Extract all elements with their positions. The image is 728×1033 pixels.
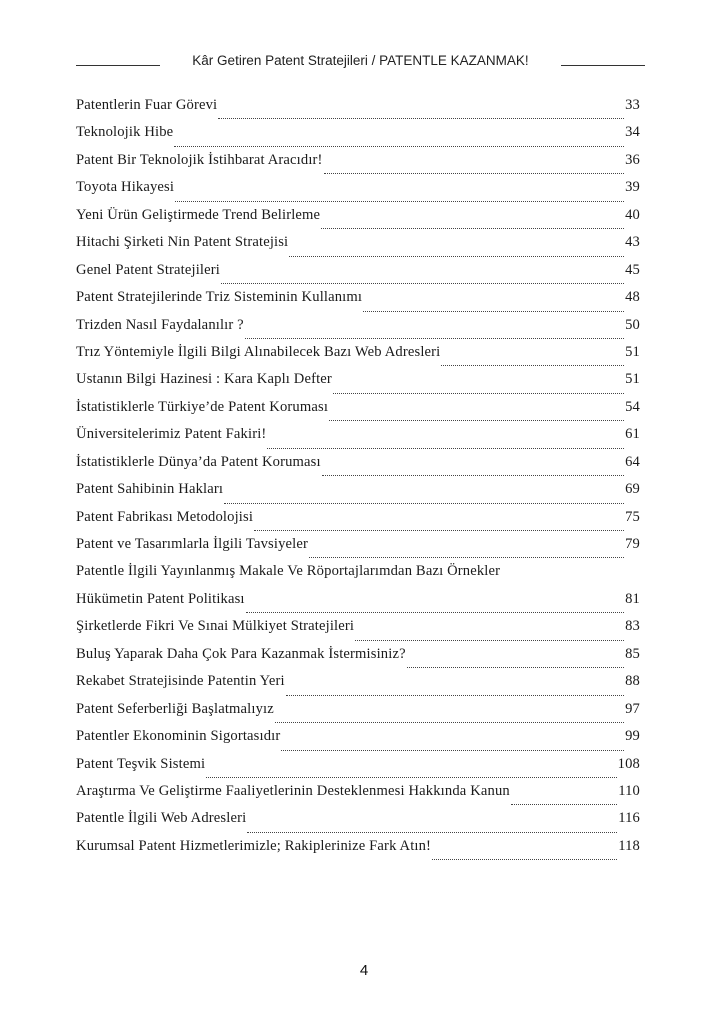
- toc-entry-title: İstatistiklerle Dünya’da Patent Koruması: [76, 453, 321, 470]
- toc-dot-leader: [221, 283, 624, 284]
- toc-entry-title: Trız Yöntemiyle İlgili Bilgi Alınabilecek Bazı Web Adresleri: [76, 343, 441, 360]
- page-number: 4: [359, 962, 369, 979]
- toc-dot-leader: [321, 228, 624, 229]
- toc-entry[interactable]: [76, 481, 640, 508]
- toc-dot-leader: [324, 173, 625, 174]
- toc-entry[interactable]: [76, 756, 640, 783]
- toc-entry[interactable]: [76, 399, 640, 426]
- toc-entry-page: 54: [625, 398, 640, 415]
- toc-entry-title: Rekabet Stratejisinde Patentin Yeri: [76, 673, 285, 690]
- toc-entry-page: 64: [625, 453, 640, 470]
- toc-entry-page: 33: [625, 97, 640, 113]
- toc-dot-leader: [254, 530, 624, 531]
- toc-dot-leader: [329, 420, 624, 421]
- toc-entry[interactable]: [76, 179, 640, 206]
- toc-entry-title: Hükümetin Patent Politikası: [76, 590, 245, 607]
- toc-entry-title: Hitachi Şirketi Nin Patent Stratejisi: [76, 234, 289, 251]
- toc-entry[interactable]: [76, 289, 640, 316]
- toc-entry[interactable]: [76, 591, 640, 618]
- toc-entry[interactable]: [76, 454, 640, 481]
- toc-entry-page: 88: [625, 673, 640, 690]
- toc-entry[interactable]: [76, 234, 640, 261]
- header-title-prefix: Kâr Getiren Patent Stratejileri /: [192, 52, 376, 68]
- toc-entry-page: 69: [625, 481, 640, 498]
- toc-dot-leader: [246, 612, 624, 613]
- toc-dot-leader: [267, 448, 624, 449]
- table-of-contents: [76, 97, 640, 865]
- toc-entry[interactable]: [76, 536, 640, 563]
- header-title-main: PATENTLE KAZANMAK!: [379, 52, 529, 68]
- toc-entry-page: 118: [618, 837, 640, 854]
- toc-dot-leader: [355, 640, 624, 641]
- toc-entry[interactable]: [76, 701, 640, 728]
- toc-dot-leader: [286, 695, 624, 696]
- toc-entry-title: Patent ve Tasarımlarla İlgili Tavsiyeler: [76, 536, 308, 552]
- toc-entry-title: Patentle İlgili Yayınlanmış Makale Ve Röportajlarımdan Bazı Örnekler: [76, 563, 501, 580]
- toc-entry[interactable]: [76, 728, 640, 755]
- toc-dot-leader: [281, 750, 624, 751]
- toc-dot-leader: [363, 311, 624, 312]
- toc-entry-page: 40: [625, 206, 640, 223]
- toc-entry-title: Ustanın Bilgi Hazinesi : Kara Kaplı Defter: [76, 371, 332, 388]
- toc-dot-leader: [309, 557, 624, 558]
- toc-entry-page: 50: [625, 316, 640, 333]
- toc-dot-leader: [333, 393, 624, 394]
- toc-dot-leader: [289, 256, 624, 257]
- toc-entry-page: 43: [625, 234, 640, 251]
- toc-entry-title: Patent Seferberliği Başlatmalıyız: [76, 700, 274, 717]
- toc-dot-leader: [218, 118, 624, 119]
- toc-entry[interactable]: [76, 646, 640, 673]
- toc-entry[interactable]: [76, 262, 640, 289]
- toc-dot-leader: [247, 832, 617, 833]
- toc-entry-page: 85: [625, 645, 640, 662]
- toc-dot-leader: [432, 859, 617, 860]
- toc-dot-leader: [441, 365, 624, 366]
- toc-dot-leader: [511, 804, 617, 805]
- toc-entry[interactable]: [76, 426, 640, 453]
- header-rule-right: [561, 65, 645, 66]
- toc-entry-page: 116: [618, 810, 640, 827]
- toc-entry[interactable]: [76, 371, 640, 398]
- toc-entry-page: 39: [625, 179, 640, 196]
- toc-entry[interactable]: [76, 152, 640, 179]
- toc-entry-page: 75: [625, 508, 640, 525]
- toc-entry-page: 110: [618, 782, 640, 799]
- toc-entry-page: 61: [625, 426, 640, 443]
- toc-entry-title: Patent Teşvik Sistemi: [76, 755, 206, 772]
- toc-entry-title: Araştırma Ve Geliştirme Faaliyetlerinin Desteklenmesi Hakkında Kanun: [76, 782, 510, 799]
- toc-dot-leader: [275, 722, 624, 723]
- toc-entry[interactable]: [76, 618, 640, 645]
- toc-entry[interactable]: [76, 124, 640, 151]
- toc-dot-leader: [322, 475, 624, 476]
- toc-entry-page: 79: [625, 536, 640, 552]
- toc-entry-title: İstatistiklerle Türkiye’de Patent Koruması: [76, 398, 329, 415]
- toc-dot-leader: [175, 201, 624, 202]
- toc-entry-title: Patent Fabrikası Metodolojisi: [76, 508, 254, 525]
- toc-dot-leader: [174, 146, 624, 147]
- toc-entry[interactable]: [76, 838, 640, 865]
- toc-entry[interactable]: [76, 207, 640, 234]
- toc-entry-title: Toyota Hikayesi: [76, 179, 175, 196]
- toc-entry[interactable]: [76, 783, 640, 810]
- toc-entry-title: Trizden Nasıl Faydalanılır ?: [76, 316, 244, 333]
- toc-entry-title: Üniversitelerimiz Patent Fakiri!: [76, 426, 267, 443]
- toc-entry[interactable]: [76, 317, 640, 344]
- toc-dot-leader: [206, 777, 617, 778]
- toc-entry-title: Patent Stratejilerinde Triz Sisteminin Kullanımı: [76, 289, 363, 306]
- toc-entry-title: Teknolojik Hibe: [76, 124, 174, 141]
- toc-entry-title: Patent Sahibinin Hakları: [76, 481, 224, 498]
- header-rule-left: [76, 65, 160, 66]
- toc-entry-page: 97: [625, 700, 640, 717]
- toc-entry-page: 34: [625, 124, 640, 141]
- toc-entry[interactable]: [76, 810, 640, 837]
- toc-entry-title: Patent Bir Teknolojik İstihbarat Aracıdır!: [76, 151, 323, 168]
- toc-entry-title: Patentler Ekonominin Sigortasıdır: [76, 728, 281, 745]
- toc-entry-page: 36: [625, 151, 640, 168]
- toc-entry-page: 48: [625, 289, 640, 306]
- toc-entry-page: 83: [625, 618, 640, 635]
- toc-entry-title: Genel Patent Stratejileri: [76, 261, 220, 278]
- header-title: [192, 53, 528, 68]
- toc-entry[interactable]: [76, 509, 640, 536]
- toc-entry-title: Kurumsal Patent Hizmetlerimizle; Rakiplerinize Fark Atın!: [76, 837, 432, 854]
- toc-entry-title: Patentle İlgili Web Adresleri: [76, 810, 247, 827]
- toc-entry[interactable]: [76, 563, 640, 590]
- running-header: [76, 50, 645, 70]
- toc-entry-page: 45: [625, 261, 640, 278]
- toc-entry-page: 108: [617, 755, 640, 772]
- toc-dot-leader: [407, 667, 624, 668]
- toc-entry-page: 99: [625, 728, 640, 745]
- toc-entry-title: Buluş Yaparak Daha Çok Para Kazanmak İstermisiniz?: [76, 645, 406, 662]
- toc-entry-page: 51: [625, 371, 640, 388]
- toc-entry-title: Şirketlerde Fikri Ve Sınai Mülkiyet Stratejileri: [76, 618, 355, 635]
- toc-dot-leader: [245, 338, 624, 339]
- toc-entry-title: Yeni Ürün Geliştirmede Trend Belirleme: [76, 206, 321, 223]
- toc-entry-page: 81: [625, 590, 640, 607]
- toc-entry-title: Patentlerin Fuar Görevi: [76, 97, 218, 113]
- toc-entry-page: 51: [625, 343, 640, 360]
- toc-entry[interactable]: [76, 673, 640, 700]
- toc-entry[interactable]: [76, 344, 640, 371]
- toc-entry[interactable]: [76, 97, 640, 124]
- toc-dot-leader: [224, 503, 624, 504]
